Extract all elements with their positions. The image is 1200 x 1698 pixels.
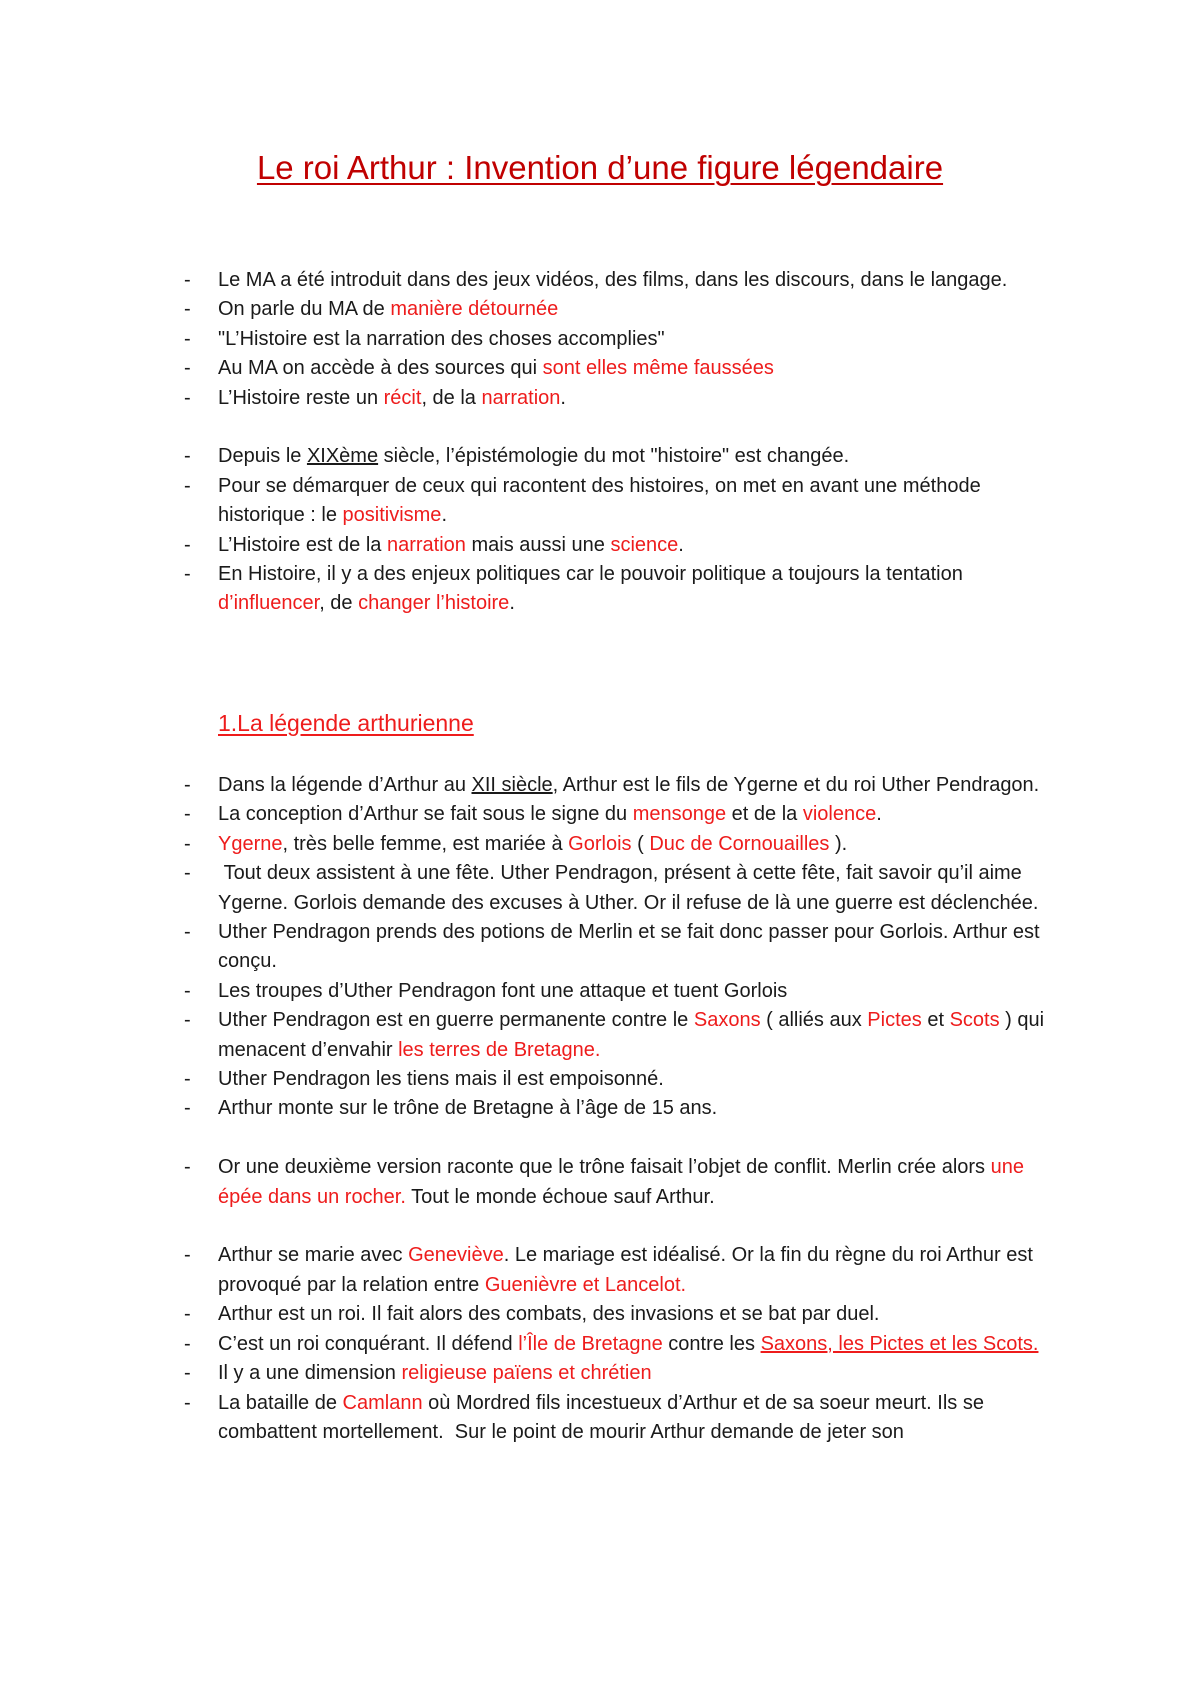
text-segment: et de la — [726, 803, 803, 826]
highlighted-text: narration — [481, 386, 561, 409]
list-item — [184, 1389, 1064, 1448]
text-segment: Or une deuxième version raconte que le trône faisait l’objet de conflit. Merlin crée alors — [218, 1156, 991, 1179]
bullet-dash: - — [184, 298, 191, 321]
text-segment: mais aussi une — [465, 533, 611, 556]
intro-bullet-list — [184, 266, 1064, 619]
text-segment: La conception d’Arthur se fait sous le signe du — [218, 803, 633, 826]
section-heading: 1.La légende arthurienne — [218, 710, 474, 736]
paragraph-gap — [184, 413, 1064, 442]
text-segment: ( alliés aux — [760, 1009, 868, 1032]
text-segment: C’est un roi conquérant. Il défend — [218, 1332, 519, 1355]
text-segment: Arthur se marie avec — [218, 1244, 409, 1267]
list-item — [184, 859, 1064, 918]
list-item — [184, 266, 1064, 295]
bullet-dash: - — [184, 774, 191, 796]
text-segment: L’Histoire reste un — [218, 386, 384, 409]
list-item — [184, 1359, 1064, 1388]
text-segment: La bataille de — [218, 1391, 343, 1414]
text-segment: Uther Pendragon prends des potions de Merlin et se fait donc passer pour Gorlois. Arthur est conçu. — [218, 921, 1046, 973]
bullet-dash: - — [184, 1362, 191, 1385]
text-segment: L’Histoire est de la — [218, 533, 387, 556]
highlighted-text: sont elles même faussées — [542, 357, 774, 380]
text-segment: Au MA on accède à des sources qui — [218, 357, 543, 380]
text-segment: et — [921, 1009, 950, 1032]
underlined-text: XII siècle — [471, 774, 553, 796]
highlighted-text: narration — [386, 533, 466, 556]
text-segment: Uther Pendragon est en guerre permanente contre le — [218, 1009, 694, 1032]
list-item — [184, 1241, 1064, 1300]
text-segment: . Le mariage est idéalisé. Or la fin du règne du roi Arthur est provoqué par la relation entre — [218, 1244, 1039, 1296]
list-item — [184, 1006, 1064, 1065]
text-segment: Depuis le — [218, 445, 307, 468]
list-item — [184, 354, 1064, 383]
text-segment: , de — [319, 592, 359, 615]
list-item — [184, 442, 1064, 471]
text-segment: Tout deux assistent à une fête. Uther Pendragon, présent à cette fête, fait savoir qu’il aime Ygerne. Gorlois demande des excuses à Uther. Or il refuse de là une guerre est déclenchée. — [218, 862, 1039, 914]
highlighted-text: l’Île de Bretagne — [518, 1332, 663, 1355]
bullet-dash: - — [184, 563, 191, 586]
text-segment: Arthur est un roi. Il fait alors des combats, des invasions et se bat par duel. — [218, 1303, 880, 1326]
list-item — [184, 1065, 1064, 1094]
bullet-dash: - — [184, 327, 191, 350]
text-segment: "L’Histoire est la narration des choses accomplies" — [218, 327, 665, 350]
text-segment: Les troupes d’Uther Pendragon font une attaque et tuent Gorlois — [218, 979, 788, 1002]
highlighted-text: Camlann — [342, 1391, 423, 1414]
bullet-dash: - — [184, 474, 191, 497]
text-segment: Tout le monde échoue sauf Arthur. — [405, 1185, 715, 1208]
highlighted-text: changer l’histoire — [358, 592, 510, 615]
bullet-dash: - — [184, 357, 191, 380]
list-item — [184, 1330, 1064, 1359]
highlighted-text: Gorlois — [568, 832, 632, 855]
bullet-dash: - — [184, 533, 191, 556]
paragraph-gap — [184, 1212, 1064, 1241]
bullet-dash: - — [184, 1068, 191, 1091]
text-segment: . — [441, 504, 447, 527]
bullet-dash: - — [184, 1097, 191, 1120]
text-segment: Il y a une dimension — [218, 1362, 402, 1385]
text-segment: . — [678, 533, 684, 556]
list-item — [184, 771, 1064, 800]
legend-bullet-list — [184, 771, 1064, 1447]
list-item — [184, 384, 1064, 413]
highlighted-text: science — [610, 533, 679, 556]
highlighted-text: positivisme — [342, 504, 442, 527]
bullet-dash: - — [184, 269, 191, 291]
text-segment: , très belle femme, est mariée à — [282, 832, 569, 855]
bullet-dash: - — [184, 921, 191, 944]
text-segment: , de la — [421, 386, 482, 409]
highlighted-text: mensonge — [632, 803, 727, 826]
legend-section — [184, 771, 1064, 1447]
bullet-dash: - — [184, 1244, 191, 1267]
text-segment: , Arthur est le fils de Ygerne et du roi Uther Pendragon. — [552, 774, 1040, 796]
text-segment: ) qui menacent d’envahir — [218, 1009, 1050, 1061]
highlighted-text: Pictes — [867, 1009, 922, 1032]
text-segment: Uther Pendragon les tiens mais il est empoisonné. — [218, 1068, 664, 1091]
intro-section — [184, 266, 1064, 619]
highlighted-text: Scots — [949, 1009, 1000, 1032]
list-item — [184, 1153, 1064, 1212]
text-segment: En Histoire, il y a des enjeux politiques car le pouvoir politique a toujours la tentation — [218, 563, 969, 586]
text-segment: . — [560, 386, 566, 409]
highlighted-text: Geneviève — [408, 1244, 504, 1267]
list-item — [184, 800, 1064, 829]
text-segment: Dans la légende d’Arthur au — [218, 774, 472, 796]
bullet-dash: - — [184, 832, 191, 855]
bullet-dash: - — [184, 1391, 191, 1414]
list-item — [184, 977, 1064, 1006]
bullet-dash: - — [184, 1156, 191, 1179]
highlighted-text: les terres de Bretagne. — [398, 1038, 601, 1061]
paragraph-gap — [184, 1124, 1064, 1153]
list-item — [184, 1094, 1064, 1123]
list-item — [184, 472, 1064, 531]
document-title: Le roi Arthur : Invention d’une figure légendaire — [256, 149, 944, 186]
highlighted-text: Saxons — [693, 1009, 761, 1032]
text-segment: ). — [829, 832, 848, 855]
highlighted-text: violence — [802, 803, 877, 826]
text-segment: où Mordred fils incestueux d’Arthur et de sa soeur meurt. Ils se combattent mortellement. Sur le point de mourir Arthur demande de jeter son — [218, 1391, 990, 1443]
text-segment: Pour se démarquer de ceux qui racontent des histoires, on met en avant une méthode historique : le — [218, 474, 987, 527]
bullet-dash: - — [184, 979, 191, 1002]
text-segment: Arthur monte sur le trône de Bretagne à l’âge de 15 ans. — [218, 1097, 718, 1120]
text-segment: . — [509, 592, 515, 615]
text-segment: On parle du MA de — [218, 298, 391, 321]
text-segment: contre les — [662, 1332, 761, 1355]
list-item — [184, 918, 1064, 977]
bullet-dash: - — [184, 803, 191, 826]
highlighted-text: une épée dans un rocher. — [218, 1156, 1030, 1208]
bullet-dash: - — [184, 862, 191, 885]
highlighted-text: Saxons, les Pictes et les Scots. — [760, 1332, 1039, 1355]
highlighted-text: Ygerne — [218, 832, 283, 855]
bullet-dash: - — [184, 1332, 191, 1355]
bullet-dash: - — [184, 386, 191, 409]
highlighted-text: religieuse païens et chrétien — [401, 1362, 652, 1385]
list-item — [184, 325, 1064, 354]
bullet-dash: - — [184, 1009, 191, 1032]
list-item — [184, 531, 1064, 560]
bullet-dash: - — [184, 445, 191, 468]
list-item — [184, 560, 1064, 619]
list-item — [184, 1300, 1064, 1329]
text-segment: Le MA a été introduit dans des jeux vidéos, des films, dans les discours, dans le langage. — [218, 269, 1008, 291]
list-item — [184, 295, 1064, 324]
highlighted-text: Guenièvre et Lancelot. — [484, 1273, 687, 1296]
highlighted-text: Duc de Cornouailles — [649, 832, 830, 855]
underlined-text: XIXème — [306, 445, 379, 468]
text-segment: siècle, l’épistémologie du mot "histoire" est changée. — [378, 445, 850, 468]
bullet-dash: - — [184, 1303, 191, 1326]
highlighted-text: récit — [383, 386, 422, 409]
text-segment: ( — [631, 832, 650, 855]
list-item — [184, 830, 1064, 859]
highlighted-text: manière détournée — [390, 298, 559, 321]
text-segment: . — [876, 803, 882, 826]
highlighted-text: d’influencer — [218, 592, 320, 615]
